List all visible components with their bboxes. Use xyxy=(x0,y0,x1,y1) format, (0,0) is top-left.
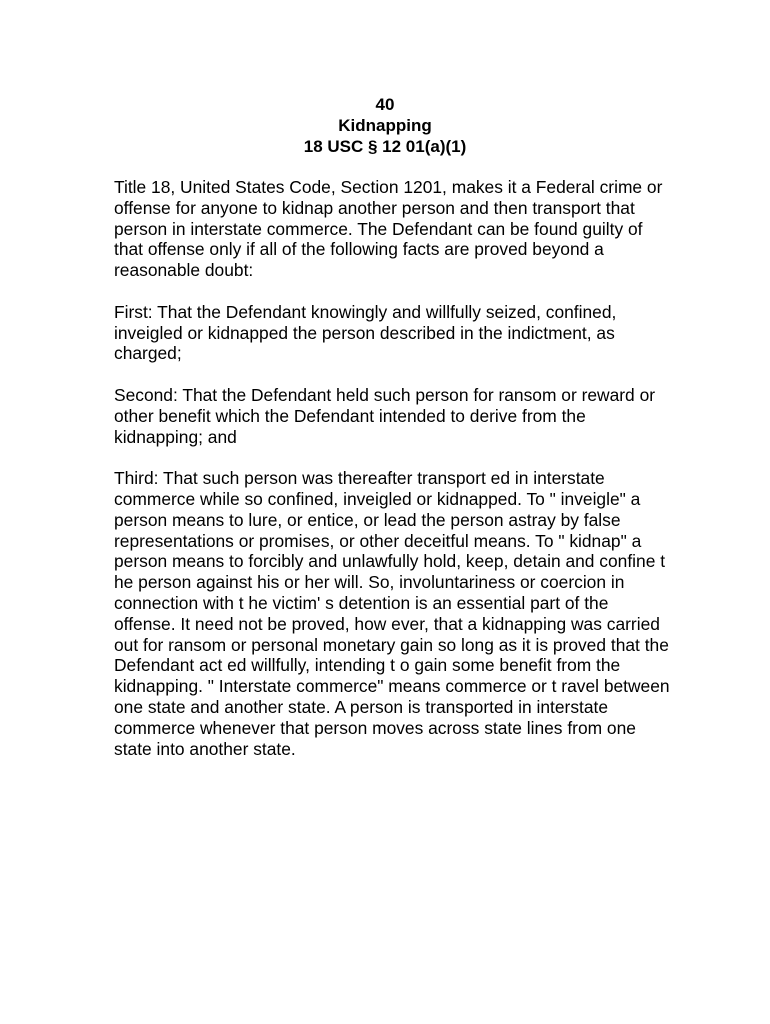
first-element-paragraph: First: That the Defendant knowingly and willfully seized, confined, inveigled or kidnapped the person described in the indictment, as charged; xyxy=(114,301,617,364)
document-body xyxy=(114,177,674,780)
instruction-title: Kidnapping xyxy=(338,116,432,135)
instruction-number: 40 xyxy=(375,95,395,114)
document-heading xyxy=(0,94,770,157)
second-element-paragraph: Second: That the Defendant held such person for ransom or reward or other benefit which the Defendant intended to derive from the kidnapping; and xyxy=(114,384,656,447)
third-element-paragraph: Third: That such person was thereafter transport ed in interstate commerce while so confined, inveigled or kidnapped. To " inveigle" a person means to lure, or entice, or lead the person astray by false representations or promises, or other deceitful means. To " kidnap" a person means to forcibly and unlawfully hold, keep, detain and confine t he person against his or her will. So, involuntariness or coercion in connection with t he victim' s detention is an essential part of the offense. It need not be proved, how ever, that a kidnapping was carried out for ransom or personal monetary gain so long as it is proved that the Defendant act ed willfully, intending t o gain some benefit from the kidnapping. " Interstate commerce" means commerce or t ravel between one state and another state. A person is transported in interstate commerce whenever that person moves across state lines from one state into another state. xyxy=(114,468,670,759)
intro-paragraph: Title 18, United States Code, Section 1201, makes it a Federal crime or offense for anyone to kidnap another person and then transport that person in interstate commerce. The Defendant can be found guilty of that offense only if all of the following facts are proved beyond a reasonable doubt: xyxy=(114,177,663,281)
statute-citation: 18 USC § 12 01(a)(1) xyxy=(303,137,467,156)
